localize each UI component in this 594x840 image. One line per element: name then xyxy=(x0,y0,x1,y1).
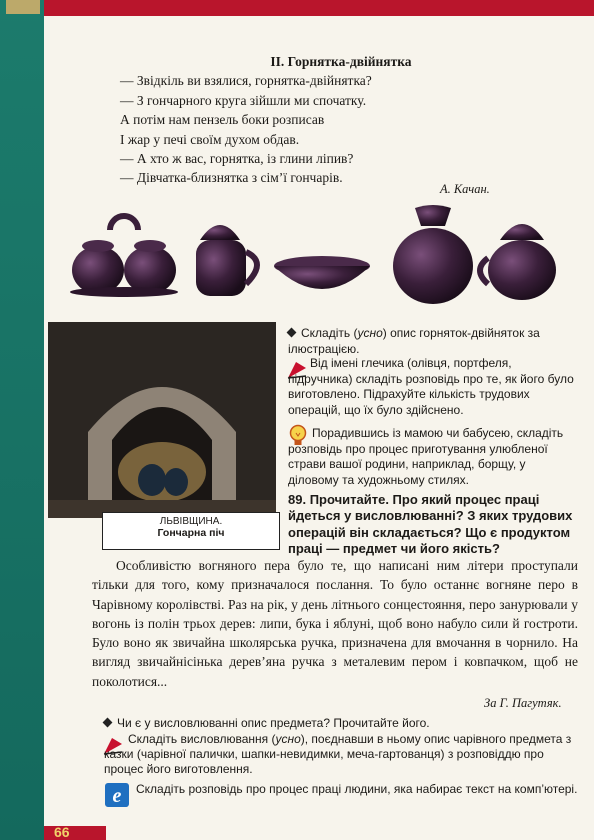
lidded-pot-image xyxy=(480,224,556,300)
top-header-bar xyxy=(44,0,594,16)
exercise-prompt xyxy=(288,492,580,558)
diamond-bullet-icon xyxy=(103,718,113,728)
poem-author: А. Качан. xyxy=(440,182,490,196)
poem-line: — Звідкіль ви взялися, горнятка-двійнятка? xyxy=(120,73,372,89)
pottery-kiln-photo xyxy=(48,322,276,518)
task-emphasis: усно xyxy=(357,326,383,340)
task-text: Складіть ( xyxy=(301,326,358,340)
pottery-illustration xyxy=(60,200,580,310)
task-text: ), поєднавши в ньому опис чарівного предмета з казки (чарівної палички, шапки-невидимки, меча-гартованця) з розповіддю про процес його виготовлення. xyxy=(104,732,572,777)
task-text: Складіть висловлювання ( xyxy=(128,732,276,746)
caption-title: Гончарна піч xyxy=(157,527,225,539)
bottom-task-3: Складіть розповідь про процес праці людини, яка набирає текст на комп’ютері. xyxy=(136,782,578,796)
twin-pots-image xyxy=(70,216,178,297)
poem-line: — З гончарного круга зійшли ми спочатку. xyxy=(120,92,367,108)
diamond-bullet-icon xyxy=(287,328,297,338)
poem-line: А потім нам пензель боки розписав xyxy=(120,112,325,128)
exercise-text: Особливістю вогняного пера було те, що написані ним літери проступали тільки для того, кому призначалося послання. То було останнє вогняне перо в Чарівному королівстві. Раз на рік, у день літнього сонцестояння, перо занурювали у вогонь із полін трьох дерев: липи, бука і яблуні, щоб воно набуло сили й гостроти. Було воно як звичайна школярська ручка, призначена для вмочання в чорнило. На вигляд звичайнісінька дерев’яна ручка з металевим пером і ковпачком, щоб не поколотися... xyxy=(92,558,578,689)
svg-text:e: e xyxy=(112,785,122,807)
side-task-3: Порадившись із мамою чи бабусею, складіть розповідь про процес приготування улюбленої страви вашої родини, наприклад, борщу, у діловому та художньому стилях. xyxy=(288,426,564,487)
corner-ornament xyxy=(6,0,40,14)
exercise-number: 89. xyxy=(288,492,307,507)
kiln-illustration xyxy=(48,322,276,518)
photo-caption xyxy=(102,512,280,550)
left-margin-stripe xyxy=(0,0,44,840)
bowl-image xyxy=(274,256,370,289)
caption-region: ЛЬВІВЩИНА. xyxy=(159,516,223,527)
poem-block xyxy=(120,52,540,188)
task-text: Чи є у висловлюванні опис предмета? Прочитайте його. xyxy=(117,716,430,730)
poem-line: — А хто ж вас, горнятка, із глини ліпив? xyxy=(120,151,354,167)
side-task-1 xyxy=(288,326,578,357)
poem-line: І жар у печі своїм духом обдав. xyxy=(120,131,300,147)
bottom-task-1 xyxy=(104,716,578,731)
task-emphasis: усно xyxy=(275,732,301,746)
poem-title: II. Горнятка-двійнятка xyxy=(270,54,412,69)
poem-line: — Дівчатка-близнятка з сім’ї гончарів. xyxy=(120,170,343,186)
bottom-task-2 xyxy=(104,732,578,778)
exercise-author: За Г. Пагутяк. xyxy=(484,696,562,710)
lidded-jug-image xyxy=(196,225,257,296)
computer-e-icon xyxy=(104,782,130,808)
side-task-2: Від імені глечика (олівця, портфеля, підручника) складіть розповідь про те, як його було виготовлено. Підрахуйте кількість трудових операцій, що їх було здійснено. xyxy=(288,356,574,417)
task-text: ) опис горняток-двійняток за ілюстрацією. xyxy=(288,326,540,356)
large-jug-image xyxy=(393,205,473,304)
page-number: 66 xyxy=(54,824,70,840)
exercise-question: Прочитайте. Про який процес праці йдеться у висловлюванні? З яких трудових операцій він складається? Що є продуктом праці — предмет чи його якість? xyxy=(288,492,573,557)
